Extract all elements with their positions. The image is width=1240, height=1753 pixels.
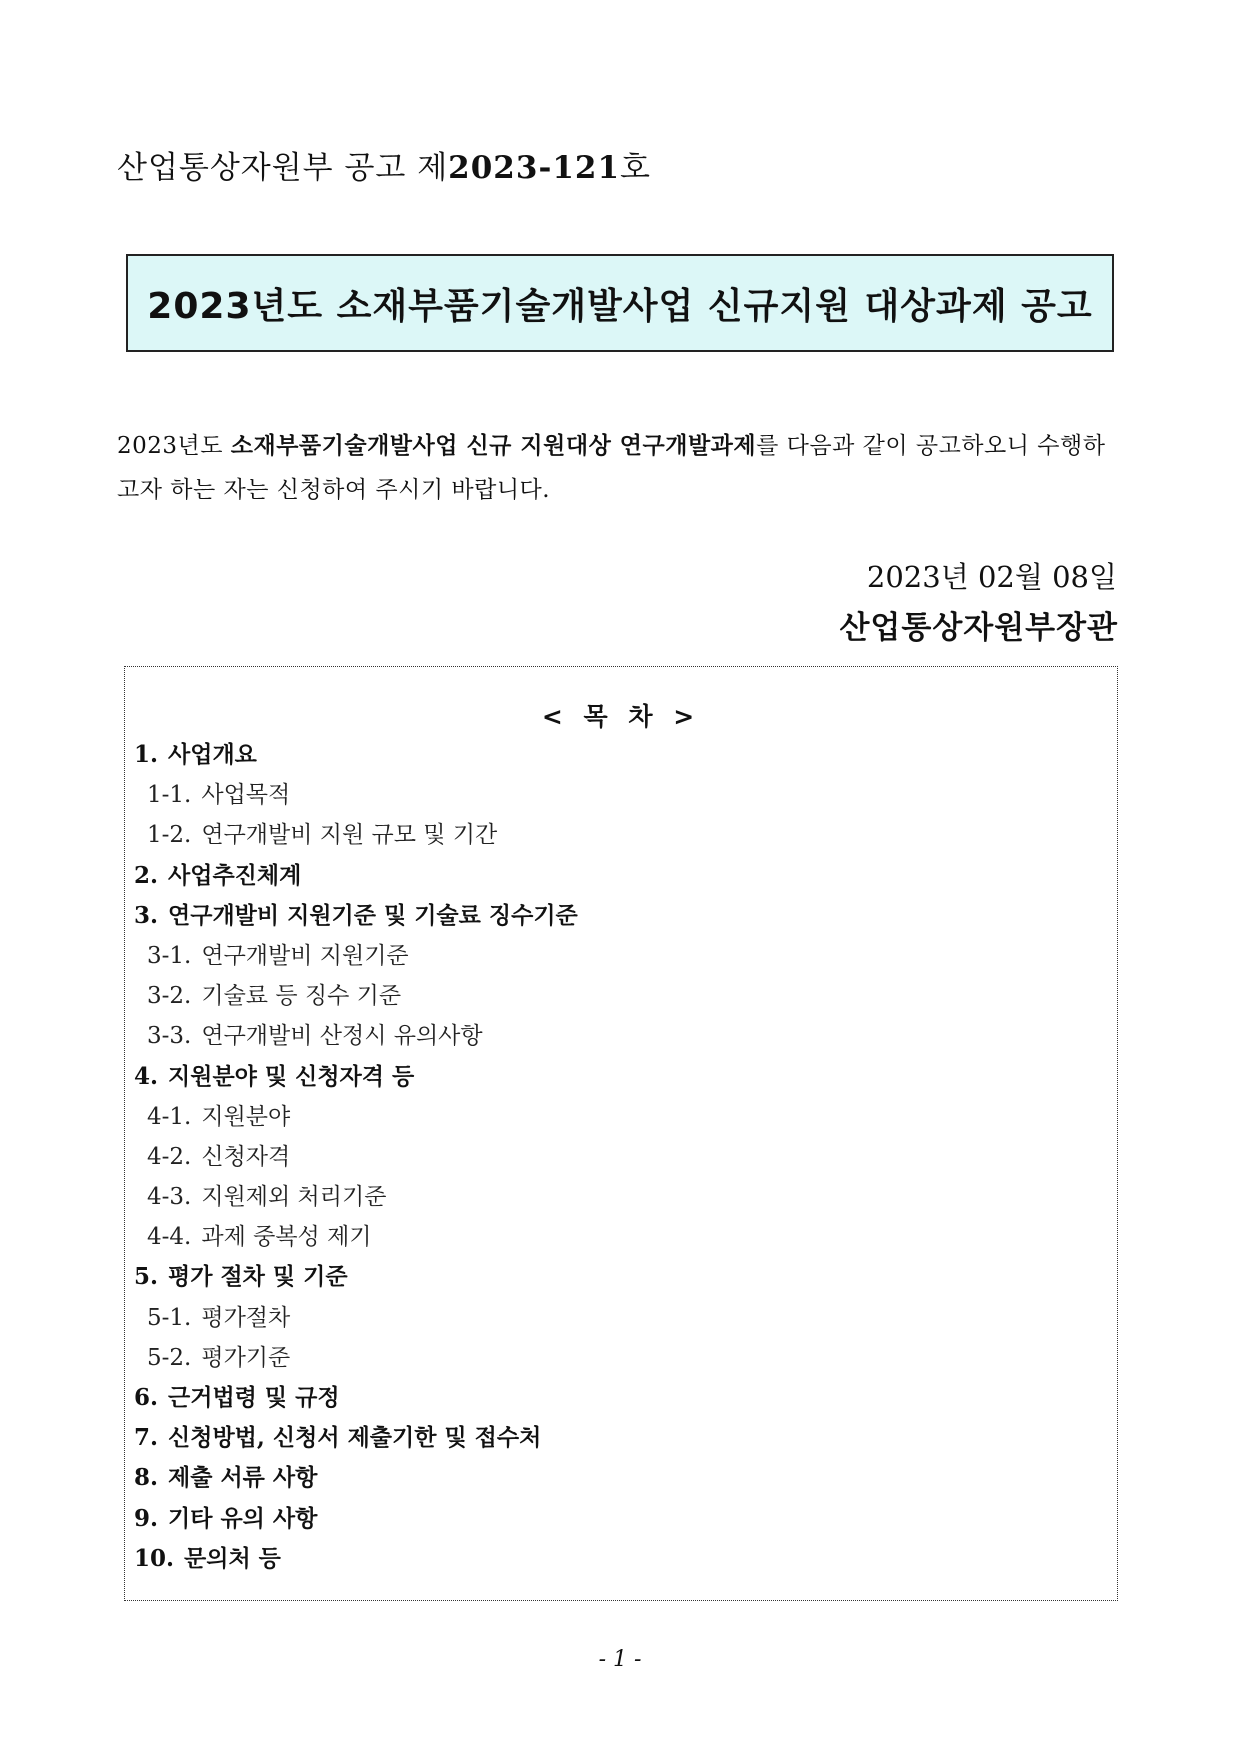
intro-text-2: 를 다음과 같이 공고하오니 수행하고자 하는 자는 신청하여 주시기 바랍니다. xyxy=(117,433,1106,503)
toc-item-label: 문의처 등 xyxy=(184,1544,281,1572)
toc-item-number: 4-2. xyxy=(147,1143,192,1170)
toc-item-number: 7. xyxy=(134,1424,159,1452)
toc-item-number: 3-3. xyxy=(147,1023,192,1050)
toc-item-number: 6. xyxy=(134,1384,159,1411)
toc-item-label: 연구개발비 지원 규모 및 기간 xyxy=(201,822,498,849)
toc-item-label: 기타 유의 사항 xyxy=(168,1504,318,1532)
toc-item xyxy=(134,735,578,775)
toc-item-label: 신청방법, 신청서 제출기한 및 접수처 xyxy=(168,1424,542,1452)
toc-item-label: 지원분야 및 신청자격 등 xyxy=(168,1062,415,1090)
toc-item xyxy=(134,1338,578,1378)
toc-item-number: 8. xyxy=(134,1464,159,1492)
toc-item xyxy=(134,976,578,1016)
announcement-date: 2023년 02월 08일 xyxy=(866,560,1117,594)
intro-paragraph xyxy=(117,424,1127,512)
toc-item-label: 사업추진체계 xyxy=(168,861,302,889)
toc-item xyxy=(134,775,578,815)
toc-item xyxy=(134,1016,578,1056)
intro-text-1: 2023년도 xyxy=(117,433,231,459)
toc-item-number: 5. xyxy=(134,1263,159,1291)
toc-item xyxy=(134,1418,578,1458)
toc-item xyxy=(134,1539,578,1579)
toc-item xyxy=(134,1298,578,1338)
table-of-contents xyxy=(124,666,1118,1601)
toc-item xyxy=(134,1097,578,1137)
toc-item-label: 지원제외 처리기준 xyxy=(201,1184,387,1211)
page-number: - 1 - xyxy=(598,1647,642,1672)
toc-item-label: 평가절차 xyxy=(201,1304,291,1331)
toc-item-label: 지원분야 xyxy=(201,1103,291,1130)
toc-item-label: 기술료 등 징수 기준 xyxy=(201,983,402,1010)
toc-item-number: 3-2. xyxy=(147,983,192,1010)
notice-number-line xyxy=(117,142,651,187)
toc-item-number: 1-2. xyxy=(147,822,192,849)
toc-item-label: 근거법령 및 규정 xyxy=(168,1384,340,1411)
toc-item-label: 연구개발비 지원기준 xyxy=(201,942,409,969)
toc-item xyxy=(134,815,578,855)
toc-title: < 목 차 > xyxy=(541,702,701,731)
toc-item-number: 9. xyxy=(134,1504,159,1532)
toc-item xyxy=(134,1177,578,1217)
toc-item-label: 사업목적 xyxy=(201,782,291,809)
toc-item-label: 연구개발비 지원기준 및 기술료 징수기준 xyxy=(168,901,578,929)
toc-item-label: 평가 절차 및 기준 xyxy=(168,1263,348,1291)
toc-item-number: 5-1. xyxy=(147,1304,192,1331)
page-title: 2023년도 소재부품기술개발사업 신규지원 대상과제 공고 xyxy=(147,285,1093,327)
toc-item xyxy=(134,1057,578,1097)
toc-item xyxy=(134,896,578,936)
notice-prefix: 산업통상자원부 공고 제 xyxy=(117,150,449,186)
toc-item-number: 10. xyxy=(134,1544,175,1572)
toc-item xyxy=(134,1257,578,1297)
toc-item-number: 2. xyxy=(134,861,159,889)
toc-item xyxy=(134,1378,578,1418)
toc-item-label: 신청자격 xyxy=(201,1143,291,1170)
toc-item-number: 4-3. xyxy=(147,1184,192,1211)
toc-item xyxy=(134,1217,578,1257)
toc-item-label: 평가기준 xyxy=(201,1344,291,1371)
title-box xyxy=(126,254,1114,352)
issuer-name: 산업통상자원부장관 xyxy=(839,610,1118,646)
notice-suffix: 호 xyxy=(620,150,651,186)
toc-item-number: 1. xyxy=(134,741,159,768)
toc-item-label: 연구개발비 산정시 유의사항 xyxy=(201,1023,483,1050)
toc-item xyxy=(134,1499,578,1539)
toc-item-number: 4. xyxy=(134,1062,159,1090)
toc-item-number: 3. xyxy=(134,901,159,929)
toc-item-number: 1-1. xyxy=(147,782,192,809)
toc-item-number: 3-1. xyxy=(147,942,192,969)
toc-item-number: 5-2. xyxy=(147,1344,192,1371)
intro-bold-text: 소재부품기술개발사업 신규 지원대상 연구개발과제 xyxy=(230,432,757,459)
toc-list xyxy=(134,735,578,1579)
toc-item-label: 사업개요 xyxy=(168,741,257,768)
toc-item-number: 4-1. xyxy=(147,1103,192,1130)
notice-number: 2023-121 xyxy=(448,150,621,186)
toc-item xyxy=(134,1137,578,1177)
toc-item-label: 과제 중복성 제기 xyxy=(201,1224,372,1251)
toc-item xyxy=(134,936,578,976)
toc-item-number: 4-4. xyxy=(147,1224,192,1251)
toc-item xyxy=(134,1458,578,1498)
toc-item xyxy=(134,856,578,896)
toc-item-label: 제출 서류 사항 xyxy=(168,1464,318,1492)
